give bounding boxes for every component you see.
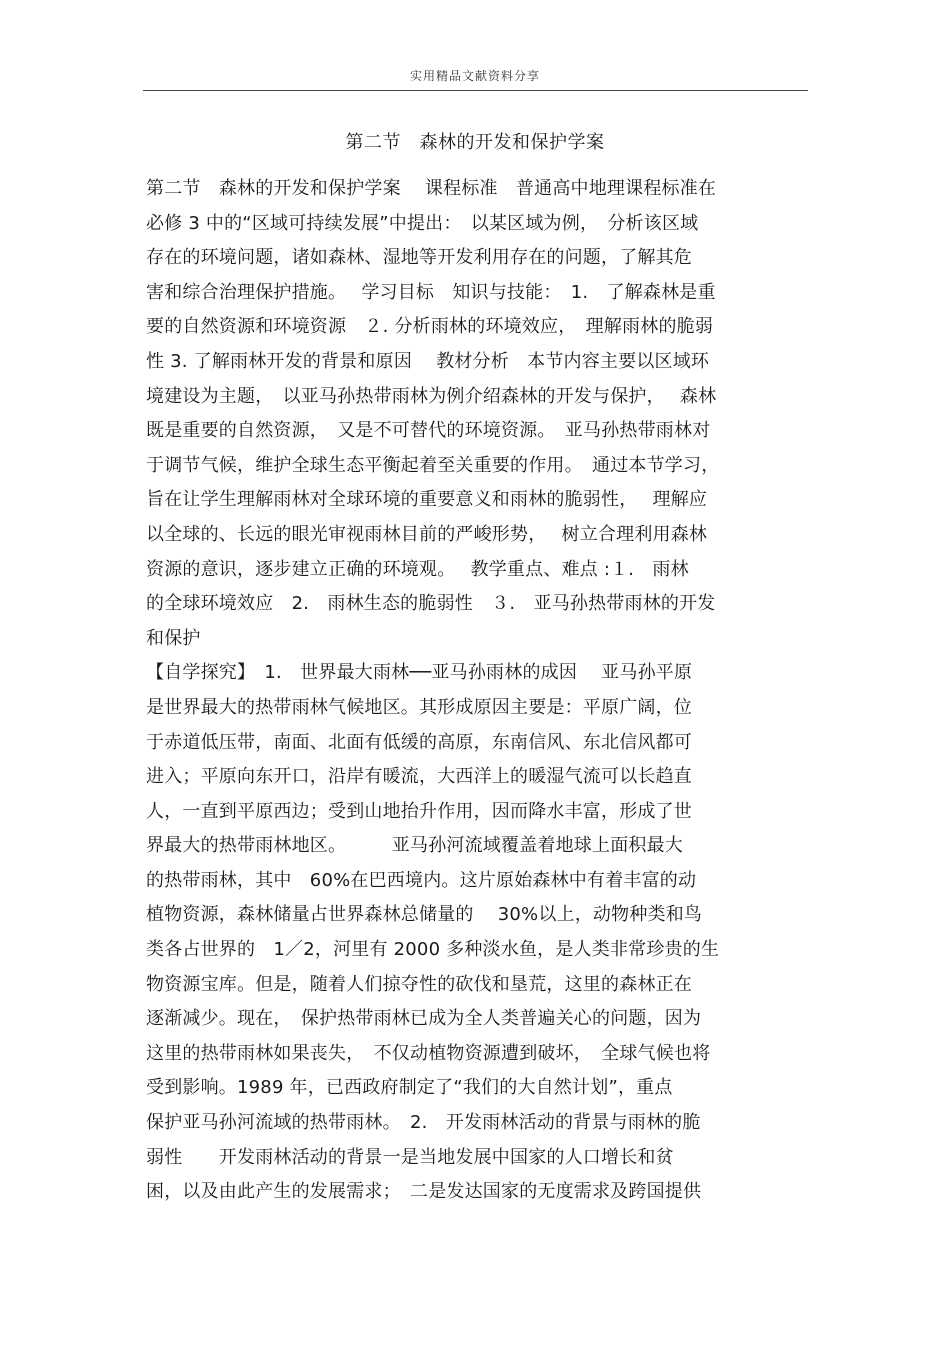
body-line: 必修 3 中的“区域可持续发展”中提出： 以某区域为例， 分析该区域 xyxy=(146,212,699,234)
body-line: 类各占世界的 1／2，河里有 2000 多种淡水鱼，是人类非常珍贵的生 xyxy=(146,939,720,961)
body-line: 的热带雨林，其中 60%在巴西境内。这片原始森林中有着丰富的动 xyxy=(146,869,697,891)
body-line: 既是重要的自然资源， 又是不可替代的环境资源。 亚马孙热带雨林对 xyxy=(146,420,711,442)
body-line: 要的自然资源和环境资源 ２. 分析雨林的环境效应， 理解雨林的脆弱 xyxy=(146,316,714,338)
body-line: 进入；平原向东开口，沿岸有暖流，大西洋上的暖湿气流可以长趋直 xyxy=(146,766,692,788)
body-line: 害和综合治理保护措施。 学习目标 知识与技能： 1. 了解森林是重 xyxy=(146,281,716,303)
body-line: 资源的意识，逐步建立正确的环境观。 教学重点、难点 :１. 雨林 xyxy=(146,558,689,580)
body-line: 的全球环境效应 2. 雨林生态的脆弱性 ３. 亚马孙热带雨林的开发 xyxy=(146,593,716,615)
body-line: 困，以及由此产生的发展需求； 二是发达国家的无度需求及跨国提供 xyxy=(146,1181,702,1203)
body-line: 植物资源，森林储量占世界森林总储量的 30%以上，动物种类和鸟 xyxy=(146,904,703,926)
body-line: 这里的热带雨林如果丧失， 不仅动植物资源遭到破坏， 全球气候也将 xyxy=(146,1042,711,1064)
body-line: 保护亚马孙河流域的热带雨林。 2. 开发雨林活动的背景与雨林的脆 xyxy=(146,1112,701,1134)
body-line: 物资源宝库。但是，随着人们掠夺性的砍伐和垦荒，这里的森林正在 xyxy=(146,973,692,995)
body-line: 于赤道低压带，南面、北面有低缓的高原，东南信风、东北信风都可 xyxy=(146,731,692,753)
body-line: 弱性 开发雨林活动的背景一是当地发展中国家的人口增长和贫 xyxy=(146,1146,674,1168)
body-line: 于调节气候，维护全球生态平衡起着至关重要的作用。 通过本节学习， xyxy=(146,454,720,476)
header-divider xyxy=(143,90,808,91)
document-title: 第二节 森林的开发和保护学案 xyxy=(345,132,605,153)
body-line: 性 3. 了解雨林开发的背景和原因 教材分析 本节内容主要以区域环 xyxy=(146,350,710,372)
body-line: 第二节 森林的开发和保护学案 课程标准 普通高中地理课程标准在 xyxy=(146,178,717,199)
page-header: 实用精品文献资料分享 xyxy=(409,69,540,83)
body-line: 以全球的、长远的眼光审视雨林目前的严峻形势， 树立合理利用森林 xyxy=(146,523,708,545)
body-line: 【自学探究】 1. 世界最大雨林──亚马孙雨林的成因 亚马孙平原 xyxy=(146,662,693,684)
body-line: 人，一直到平原西边；受到山地抬升作用，因而降水丰富，形成了世 xyxy=(146,800,692,822)
body-line: 境建设为主题， 以亚马孙热带雨林为例介绍森林的开发与保护， 森林 xyxy=(146,385,717,407)
body-line: 逐渐减少。现在， 保护热带雨林已成为全人类普遍关心的问题，因为 xyxy=(146,1008,702,1030)
document-body xyxy=(146,172,816,1210)
body-line: 界最大的热带雨林地区。 亚马孙河流域覆盖着地球上面积最大 xyxy=(146,835,683,857)
body-line: 旨在让学生理解雨林对全球环境的重要意义和雨林的脆弱性， 理解应 xyxy=(146,489,708,511)
body-line: 受到影响。1989 年，已西政府制定了“我们的大自然计划”，重点 xyxy=(146,1077,673,1099)
body-line: 是世界最大的热带雨林气候地区。其形成原因主要是：平原广阔，位 xyxy=(146,696,692,718)
body-line: 存在的环境问题，诸如森林、湿地等开发利用存在的问题，了解其危 xyxy=(146,247,692,269)
body-line: 和保护 xyxy=(146,627,201,649)
